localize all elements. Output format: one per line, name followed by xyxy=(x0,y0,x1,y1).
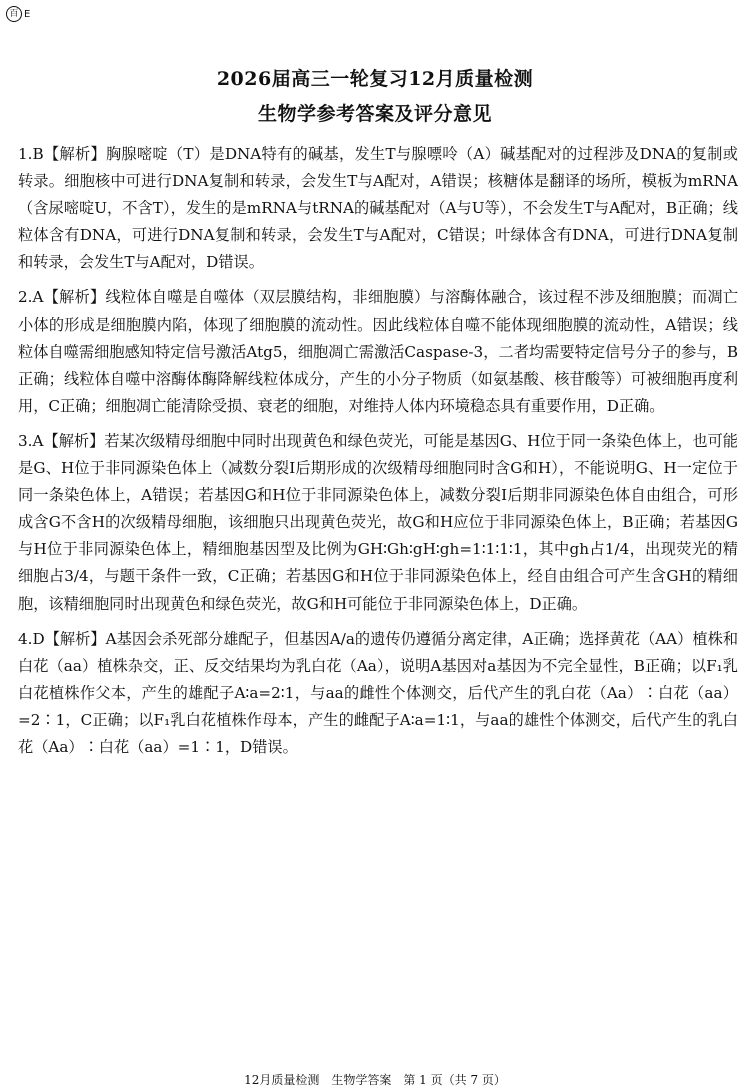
answer-item-1 xyxy=(18,141,738,276)
publisher-logo xyxy=(6,6,30,22)
answer-text: 若某次级精母细胞中同时出现黄色和绿色荧光，可能是基因G、H位于同一条染色体上，也可能是G、H位于非同源染色体上（减数分裂Ⅰ后期形成的次级精母细胞同时含G和H），不能说明G、H一定位于同一条染色体上，A错误；若基因G和H位于非同源染色体上，减数分裂Ⅰ后期非同源染色体自由组合，可形成含G不含H的次级精母细胞，该细胞只出现黄色荧光，故G和H应位于非同源染色体上，B正确；若基因G与H位于非同源染色体上，精细胞基因型及比例为GH∶Gh∶gH∶gh=1∶1∶1∶1，其中gh占1/4，出现荧光的精细胞占3/4，与题干条件一致，C正确；若基因G和H位于非同源染色体上，经自由组合可产生含GH的精细胞，该精细胞同时出现黄色和绿色荧光，故G和H可能位于非同源染色体上，D正确。 xyxy=(18,431,738,613)
logo-letter: E xyxy=(24,8,31,20)
analysis-tag: 【解析】 xyxy=(43,145,106,163)
analysis-tag: 【解析】 xyxy=(43,288,106,307)
answer-number: 2.A xyxy=(18,288,44,307)
answer-text: 线粒体自噬是自噬体（双层膜结构，非细胞膜）与溶酶体融合，该过程不涉及细胞膜；而凋亡小体的形成是细胞膜内陷，体现了细胞膜的流动性。因此线粒体自噬不能体现细胞膜的流动性，A错误；线粒体自噬需细胞感知特定信号激活Atg5，细胞凋亡需激活Caspase-3，二者均需要特定信号分子的参与，B正确；线粒体自噬中溶酶体酶降解线粒体成分，产生的小分子物质（如氨基酸、核苷酸等）可被细胞再度利用，C正确；细胞凋亡能清除受损、衰老的细胞，对维持人体内环境稳态具有重要作用，D正确。 xyxy=(18,288,739,415)
answer-item-4 xyxy=(18,626,738,761)
answer-number: 1.B xyxy=(18,145,44,163)
analysis-tag: 【解析】 xyxy=(43,431,105,450)
page-subtitle: 生物学参考答案及评分意见 xyxy=(257,103,492,125)
page-title: 2026届高三一轮复习12月质量检测 xyxy=(216,68,534,90)
answer-item-3 xyxy=(18,428,738,618)
answer-body xyxy=(18,141,738,769)
answer-number: 4.D xyxy=(18,629,45,648)
answer-item-2 xyxy=(18,284,738,419)
logo-mark: 百 xyxy=(6,6,22,22)
answer-text: A基因会杀死部分雄配子，但基因A/a的遗传仍遵循分离定律，A正确；选择黄花（AA）植株和白花（aa）植株杂交，正、反交结果均为乳白花（Aa），说明A基因对a基因为不完全显性，B正确；以F₁乳白花植株作父本，产生的雄配子A∶a=2∶1，与aa的雌性个体测交，后代产生的乳白花（Aa）∶白花（aa）=2∶1，C正确；以F₁乳白花植株作母本，产生的雌配子A∶a=1∶1，与aa的雄性个体测交，后代产生的乳白花（Aa）∶白花（aa）=1∶1，D错误。 xyxy=(18,629,739,756)
answer-text: 胸腺嘧啶（T）是DNA特有的碱基，发生T与腺嘌呤（A）碱基配对的过程涉及DNA的复制或转录。细胞核中可进行DNA复制和转录，会发生T与A配对，A错误；核糖体是翻译的场所，模板为mRNA（含尿嘧啶U，不含T），发生的是mRNA与tRNA的碱基配对（A与U等），不会发生T与A配对，B正确；线粒体含有DNA，可进行DNA复制和转录，会发生T与A配对，C错误；叶绿体含有DNA，可进行DNA复制和转录，会发生T与A配对，D错误。 xyxy=(18,145,738,272)
answer-number: 3.A xyxy=(18,431,44,450)
analysis-tag: 【解析】 xyxy=(44,629,106,648)
page-footer: 12月质量检测 生物学答案 第 1 页（共 7 页） xyxy=(244,1073,506,1087)
